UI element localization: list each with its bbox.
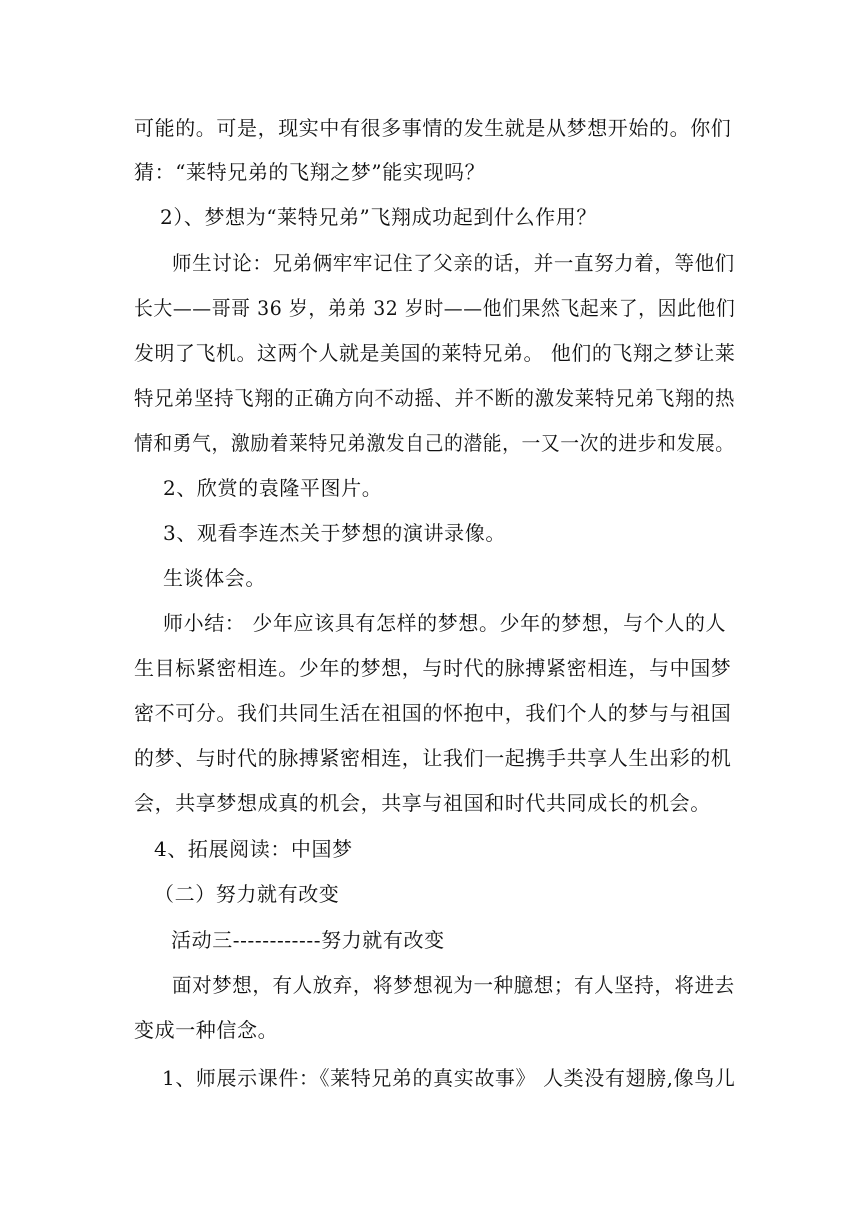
text-line: 3、观看李连杰关于梦想的演讲录像。 — [163, 521, 506, 545]
text-line: 2、欣赏的袁隆平图片。 — [163, 476, 383, 500]
text-line: 生目标紧密相连。少年的梦想，与时代的脉搏紧密相连，与中国梦 — [134, 656, 732, 680]
text-line: 情和勇气，激励着莱特兄弟激发自己的潜能，一又一次的进步和发展。 — [134, 431, 735, 455]
text-line: 会，共享梦想成真的机会，共享与祖国和时代共同成长的机会。 — [134, 791, 711, 815]
text-line: 长大——哥哥 36 岁，弟弟 32 岁时——他们果然飞起来了，因此他们 — [134, 296, 736, 320]
text-line: 2）、梦想为“莱特兄弟”飞翔成功起到什么作用？ — [160, 205, 597, 229]
text-line: 活动三------------努力就有改变 — [171, 928, 445, 952]
text-line: 4、拓展阅读：中国梦 — [154, 837, 353, 861]
text-line: 的梦、与时代的脉搏紧密相连，让我们一起携手共享人生出彩的机 — [134, 746, 732, 770]
text-line: 变成一种信念。 — [134, 1018, 279, 1042]
text-line: 特兄弟坚持飞翔的正确方向不动摇、并不断的激发莱特兄弟飞翔的热 — [134, 386, 736, 410]
text-line: 生谈体会。 — [163, 566, 266, 590]
text-line: 密不可分。我们共同生活在祖国的怀抱中，我们个人的梦与与祖国 — [134, 701, 732, 725]
text-line: 师生讨论：兄弟俩牢牢记住了父亲的话，并一直努力着，等他们 — [172, 251, 735, 275]
text-line: 师小结： 少年应该具有怎样的梦想。少年的梦想，与个人的人 — [163, 611, 727, 635]
text-line: 发明了飞机。这两个人就是美国的莱特兄弟。 他们的飞翔之梦让莱 — [134, 341, 736, 365]
text-line: 可能的。可是，现实中有很多事情的发生就是从梦想开始的。你们 — [134, 116, 732, 140]
text-line: 面对梦想，有人放弃，将梦想视为一种臆想；有人坚持，将进去 — [172, 973, 735, 997]
text-line: 猜：“莱特兄弟的飞翔之梦”能实现吗？ — [134, 160, 486, 184]
text-line: （二）努力就有改变 — [154, 882, 340, 906]
text-line: 1、师展示课件：《莱特兄弟的真实故事》 人类没有翅膀,像鸟儿 — [162, 1066, 736, 1090]
